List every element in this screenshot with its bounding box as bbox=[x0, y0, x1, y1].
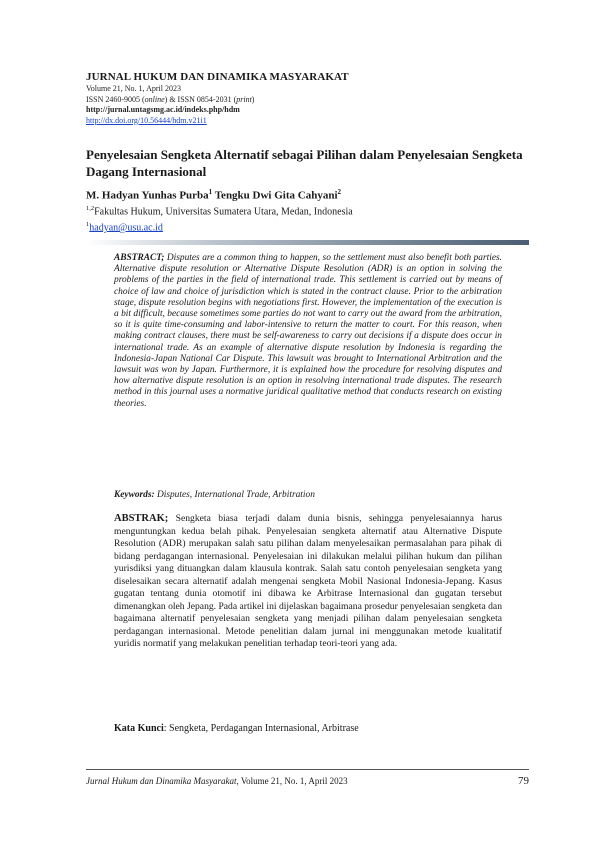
abstrak-heading: ABSTRAK; bbox=[114, 513, 169, 524]
kata-kunci-text: : Sengketa, Perdagangan Internasional, Arbitrase bbox=[163, 723, 359, 734]
footer-rule bbox=[86, 769, 529, 770]
journal-header bbox=[86, 70, 526, 126]
abstract-heading: ABSTRACT; bbox=[114, 253, 165, 263]
email-link[interactable]: hadyan@usu.ac.id bbox=[89, 222, 163, 234]
abstract-english bbox=[114, 253, 502, 410]
footer-journal-name: Jurnal Hukum dan Dinamika Masyarakat bbox=[86, 776, 237, 786]
page-footer bbox=[86, 775, 529, 787]
keywords-english bbox=[114, 489, 502, 501]
author-2: Tengku Dwi Gita Cahyani bbox=[214, 189, 338, 202]
kata-kunci-heading: Kata Kunci bbox=[114, 723, 164, 734]
section-divider bbox=[86, 240, 529, 245]
affiliation: $^{1,2}$Fakultas Hukum, Universitas Sumatera Utara, Medan, Indonesia bbox=[86, 205, 353, 218]
journal-doi-link[interactable]: http://dx.doi.org/10.56444/hdm.v21i1 bbox=[86, 115, 207, 125]
abstract-text: Disputes are a common thing to happen, so the settlement must also benefit both parties. Alternative dispute resolution or Alternative Dispute Resolution (ADR) is an option in solving the problems of the parties in the field of international trade. This settlement is carried out by means of choice of law and choice of jurisdiction which is stated in the contract clause. Prior to the arbitration stage, dispute resolution begins with negotiations first. However, the implementation of the execution is a bit difficult, because sometimes some parties do not want to carry out the award from the arbitration, so it is quite time-consuming and labor-intensive to return the matter to court. For this reason, when making contract clauses, there must be self-awareness to carry out decisions if a dispute does occur in international trade. As an example of alternative dispute resolution by Indonesia is regarding the Indonesia-Japan National Car Dispute. This lawsuit was brought to International Arbitration and the lawsuit was won by Japan. Furthermore, it is explained how the procedure for resolving disputes and how alternative dispute resolution is an option in resolving international trade disputes. The research method in this journal uses a normative juridical qualitative method that conducts research on existing theories. bbox=[114, 253, 502, 409]
keywords-indonesian bbox=[114, 722, 502, 735]
journal-volume: Volume 21, No. 1, April 2023 bbox=[86, 84, 181, 93]
abstrak-text: Sengketa biasa terjadi dalam dunia bisnis, sehingga penyelesaiannya harus menguntungkan kedua belah pihak. Penyelesaian sengketa alternatif atau Alternative Dispute Resolution (ADR) merupakan salah satu pilihan dalam menyelesaikan permasalahan para pihak di bidang perdagangan internasional. Penyelesaian ini dilakukan melalui pilihan hukum dan pilihan yurisdiksi yang dituangkan dalam klausula kontrak. Salah satu contoh penyelesaian sengketa yang diselesaikan secara alternatif adalah mengenai sengketa Mobil Nasional Indonesia-Jepang. Kasus gugatan tentang dunia otomotif ini dibawa ke Arbitrase Internasional dan gugatan tersebut dimenangkan oleh Jepang. Pada artikel ini dijelaskan bagaimana prosedur penyelesaian sengketa dan bagaimana alternatif penyelesaian sengketa yang menjadi pilihan dalam penyelesaian sengketa perdagangan internasional. Metode penelitian dalam jurnal ini menggunakan metode kualitatif yuridis normatif yang melakukan penelitian terhadap teori-teori yang ada. bbox=[114, 513, 502, 649]
keywords-text: Disputes, International Trade, Arbitration bbox=[154, 490, 315, 500]
footer-issue: , Volume 21, No. 1, April 2023 bbox=[236, 776, 348, 786]
journal-url[interactable]: http://jurnal.untagsmg.ac.id/indeks.php/hdm bbox=[86, 105, 240, 114]
abstract-indonesian bbox=[114, 513, 502, 651]
paper-title: Penyelesaian Sengketa Alternatif sebagai Pilihan dalam Penyelesaian Sengketa Dagang Internasional bbox=[86, 147, 523, 179]
page-number: 79 bbox=[518, 775, 529, 787]
journal-issn: ISSN 2460-9005 (online) & ISSN 0854-2031 (print) bbox=[86, 94, 255, 104]
author-1: M. Hadyan Yunhas Purba bbox=[86, 189, 209, 202]
correspondence-email: $^1$hadyan@usu.ac.id bbox=[86, 221, 163, 234]
paper-title-block bbox=[86, 146, 536, 180]
keywords-heading: Keywords: bbox=[114, 490, 155, 500]
author-list: M. Hadyan Yunhas Purba$^1$ Tengku Dwi Gita Cahyani$^2$ bbox=[86, 188, 342, 202]
journal-name: JURNAL HUKUM DAN DINAMIKA MASYARAKAT bbox=[86, 71, 349, 83]
